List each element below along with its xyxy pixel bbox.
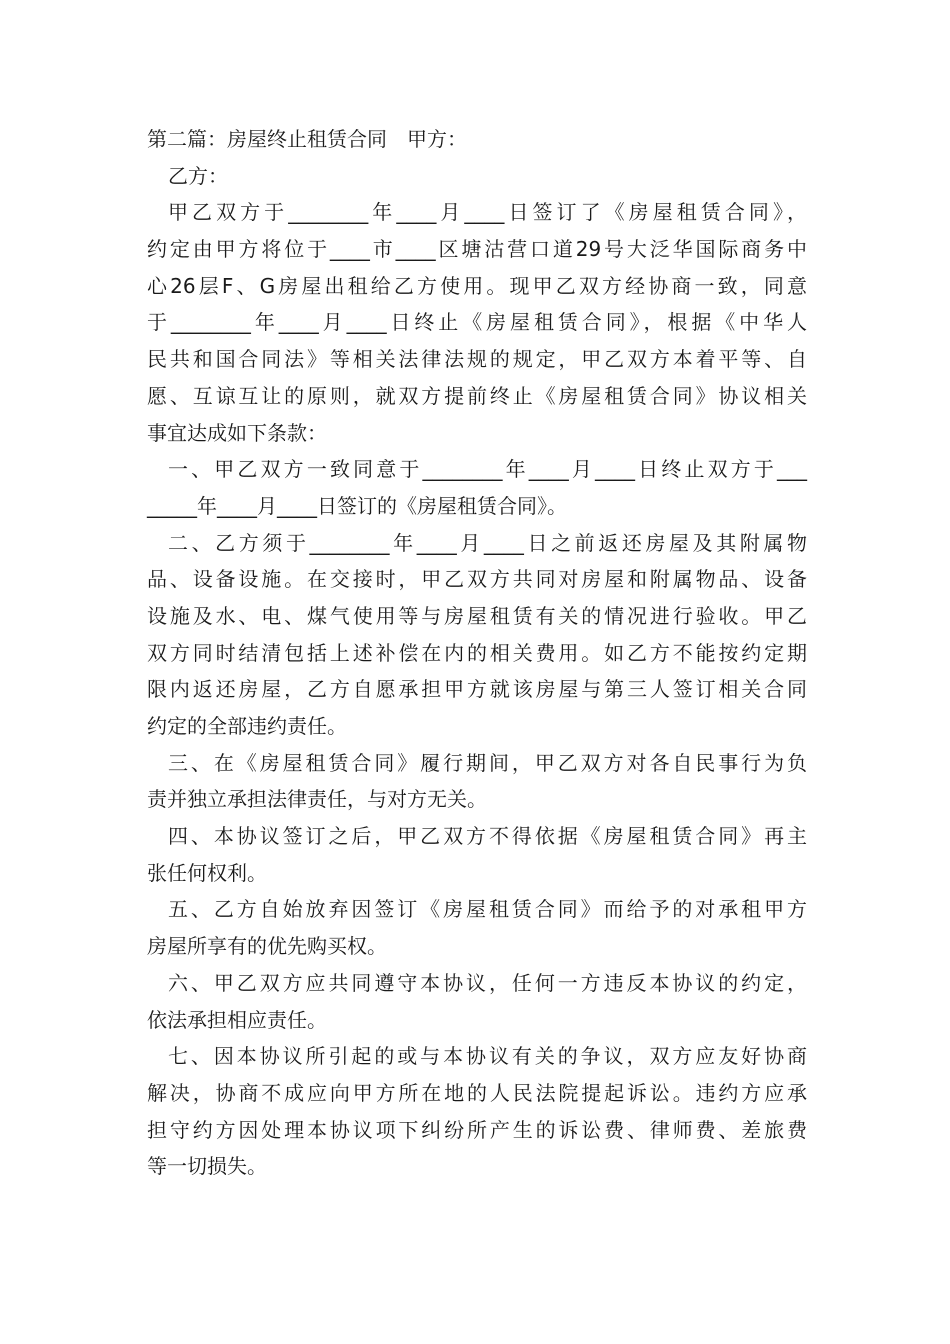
clause-line: 双方同时结清包括上述补偿在内的相关费用。如乙方不能按约定期 [147, 640, 807, 665]
clause-line: 心26层F、G房屋出租给乙方使用。现甲乙双方经协商一致，同意 [147, 273, 807, 298]
clause-line: 依法承担相应责任。 [147, 1007, 327, 1032]
clause-paragraph [147, 194, 807, 451]
clause-line: 六、甲乙双方应共同遵守本协议，任何一方违反本协议的约定， [168, 970, 807, 995]
clause-line: 等一切损失。 [147, 1154, 267, 1179]
document-body [147, 121, 807, 1185]
clause-line: 民共和国合同法》等相关法律法规的规定，甲乙双方本着平等、自 [147, 347, 807, 372]
clause-line: _____年____月____日签订的《房屋租赁合同》。 [147, 493, 567, 518]
clause-line: 品、设备设施。在交接时，甲乙双方共同对房屋和附属物品、设备 [147, 567, 807, 592]
clause-paragraph [147, 451, 807, 524]
clause-line: 责并独立承担法律责任，与对方无关。 [147, 787, 487, 812]
clause-line: 甲乙双方于________年____月____日签订了《房屋租赁合同》， [168, 200, 807, 225]
clause-paragraph [147, 745, 807, 818]
clause-line: 愿、互谅互让的原则，就双方提前终止《房屋租赁合同》协议相关 [147, 383, 807, 408]
document-heading: 第二篇：房屋终止租赁合同 甲方： [147, 127, 467, 151]
party-b-label: 乙方： [168, 163, 228, 188]
clause-list [147, 194, 807, 1185]
clause-line: 约定的全部违约责任。 [147, 714, 347, 738]
clause-line: 张任何权利。 [147, 860, 267, 885]
clause-line: 三、在《房屋租赁合同》履行期间，甲乙双方对各自民事行为负 [168, 750, 807, 775]
clause-line: 事宜达成如下条款： [147, 420, 327, 445]
clause-line: 房屋所享有的优先购买权。 [147, 934, 387, 959]
clause-paragraph [147, 818, 807, 891]
clause-paragraph [147, 525, 807, 745]
clause-line: 担守约方因处理本协议项下纠纷所产生的诉讼费、律师费、差旅费 [147, 1117, 807, 1142]
clause-line: 于________年____月____日终止《房屋租赁合同》，根据《中华人 [147, 310, 807, 335]
clause-line: 设施及水、电、煤气使用等与房屋租赁有关的情况进行验收。甲乙 [147, 603, 807, 628]
clause-paragraph [147, 891, 807, 964]
clause-line: 七、因本协议所引起的或与本协议有关的争议，双方应友好协商 [168, 1044, 807, 1069]
clause-line: 限内返还房屋，乙方自愿承担甲方就该房屋与第三人签订相关合同 [147, 677, 807, 702]
clause-line: 解决，协商不成应向甲方所在地的人民法院提起诉讼。违约方应承 [147, 1080, 807, 1105]
clause-paragraph [147, 1038, 807, 1185]
clause-line: 五、乙方自始放弃因签订《房屋租赁合同》而给予的对承租甲方 [168, 897, 807, 922]
clause-line: 四、本协议签订之后，甲乙双方不得依据《房屋租赁合同》再主 [168, 824, 807, 849]
clause-line: 一、甲乙双方一致同意于________年____月____日终止双方于___ [168, 457, 807, 482]
clause-paragraph [147, 965, 807, 1038]
clause-line: 约定由甲方将位于____市____区塘沽营口道29号大泛华国际商务中 [147, 237, 807, 262]
clause-line: 二、乙方须于________年____月____日之前返还房屋及其附属物 [168, 530, 807, 555]
